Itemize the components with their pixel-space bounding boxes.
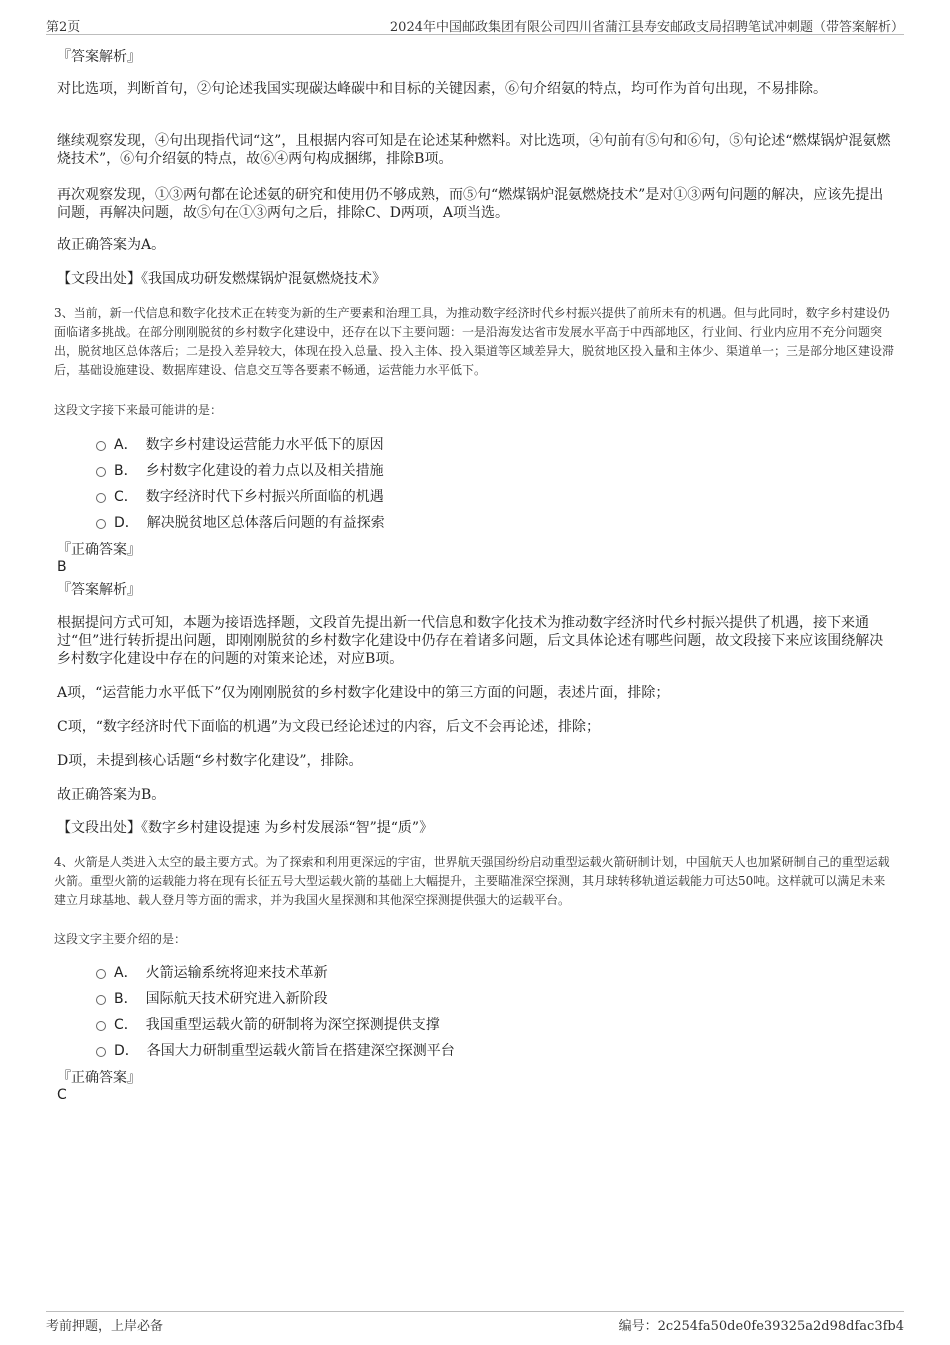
option-letter: B． (114, 463, 138, 479)
analysis-conclusion: 故正确答案为A。 (57, 237, 166, 253)
option-b[interactable] (96, 462, 384, 480)
option-letter: A． (114, 965, 138, 981)
analysis-paragraph: 再次观察发现，①③两句都在论述氨的研究和使用仍不够成熟，而⑤句“燃煤锅炉混氨燃烧技术”是对①③两句问题的解决，应该先提出问题，再解决问题，故⑤句在①③两句之后，排除C、D两项，A项当选。 (57, 187, 884, 221)
question-text: 3、当前，新一代信息和数字化技术正在转变为新的生产要素和治理工具，为推动数字经济时代乡村振兴提供了前所未有的机遇。但与此同时，数字乡村建设仍面临诸多挑战。在部分刚刚脱贫的乡村数字化建设中，还存在以下主要问题：一是沿海发达省市发展水平高于中西部地区，行业间、行业内应用不充分问题突出，脱贫地区总体落后；二是投入差异较大，体现在投入总量、投入主体、投入渠道等区域差异大，脱贫地区投入量和主体少、渠道单一；三是部分地区建设滞后，基础设施建设、数据库建设、信息交互等各要素不畅通，运营能力水平低下。 (54, 306, 895, 377)
radio-icon[interactable] (96, 519, 106, 529)
option-letter: B． (114, 991, 138, 1007)
question-prompt: 这段文字主要介绍的是： (54, 932, 187, 946)
document-id: 编号：2c254fa50de0fe39325a2d98dfac3fb4 (618, 1319, 904, 1334)
option-c[interactable] (96, 488, 384, 506)
analysis-label: 『答案解析』 (57, 49, 141, 65)
option-text: 解决脱贫地区总体落后问题的有益探索 (146, 515, 385, 531)
option-letter: C． (114, 1017, 138, 1033)
radio-icon[interactable] (96, 1021, 106, 1031)
option-text: 我国重型运载火箭的研制将为深空探测提供支撑 (145, 1017, 440, 1033)
option-a[interactable] (96, 436, 384, 454)
page-number: 第2页 (46, 20, 81, 35)
answer-label: 『正确答案』 (57, 1070, 141, 1086)
analysis-paragraph: 根据提问方式可知，本题为接语选择题，文段首先提出新一代信息和数字化技术为推动数字经济时代乡村振兴提供了机遇，接下来通过“但”进行转折提出问题，即刚刚脱贫的乡村数字化建设中仍存在着诸多问题，后文具体论述有哪些问题，故文段接下来应该围绕解决乡村数字化建设中存在的问题的对策来论述，对应B项。 (57, 615, 884, 667)
radio-icon[interactable] (96, 995, 106, 1005)
page-footer (46, 1311, 904, 1336)
analysis-paragraph: 对比选项，判断首句，②句论述我国实现碳达峰碳中和目标的关键因素，⑥句介绍氨的特点，均可作为首句出现，不易排除。 (57, 81, 827, 97)
option-text: 国际航天技术研究进入新阶段 (145, 991, 328, 1007)
document-title: 2024年中国邮政集团有限公司四川省蒲江县寿安邮政支局招聘笔试冲刺题（带答案解析） (389, 20, 904, 35)
analysis-conclusion: 故正确答案为B。 (57, 787, 166, 803)
option-text: 数字经济时代下乡村振兴所面临的机遇 (145, 489, 384, 505)
option-a[interactable] (96, 964, 328, 982)
option-c[interactable] (96, 1016, 440, 1034)
radio-icon[interactable] (96, 441, 106, 451)
analysis-paragraph: 继续观察发现，④句出现指代词“这”，且根据内容可知是在论述某种燃料。对比选项，④句前有⑤句和⑥句，⑤句论述“燃煤锅炉混氨燃烧技术”，⑥句介绍氨的特点，故⑥④两句构成捆绑，排除B项。 (57, 133, 891, 167)
analysis-paragraph: C项，“数字经济时代下面临的机遇”为文段已经论述过的内容，后文不会再论述，排除； (57, 719, 601, 735)
footer-slogan: 考前押题，上岸必备 (46, 1319, 164, 1334)
question-text: 4、火箭是人类进入太空的最主要方式。为了探索和利用更深远的宇宙，世界航天强国纷纷启动重型运载火箭研制计划，中国航天人也加紧研制自己的重型运载火箭。重型火箭的运载能力将在现有长征五号大型运载火箭的基础上大幅提升，主要瞄准深空探测，其月球转移轨道运载能力可达50吨。这样就可以满足未来建立月球基地、载人登月等方面的需求，并为我国火星探测和其他深空探测提供强大的运载平台。 (54, 855, 890, 907)
radio-icon[interactable] (96, 969, 106, 979)
source-note: 【文段出处】《我国成功研发燃煤锅炉混氨燃烧技术》 (57, 271, 386, 287)
option-letter: D． (114, 515, 139, 531)
radio-icon[interactable] (96, 493, 106, 503)
option-text: 数字乡村建设运营能力水平低下的原因 (145, 437, 384, 453)
option-d[interactable] (96, 1042, 455, 1060)
radio-icon[interactable] (96, 467, 106, 477)
analysis-paragraph: D项，未提到核心话题“乡村数字化建设”，排除。 (57, 753, 363, 769)
question-prompt: 这段文字接下来最可能讲的是： (54, 403, 223, 417)
answer-value: C (57, 1087, 67, 1103)
answer-label: 『正确答案』 (57, 542, 141, 558)
option-d[interactable] (96, 514, 385, 532)
radio-icon[interactable] (96, 1047, 106, 1057)
analysis-paragraph: A项，“运营能力水平低下”仅为刚刚脱贫的乡村数字化建设中的第三方面的问题，表述片面，排除； (57, 685, 670, 701)
option-b[interactable] (96, 990, 328, 1008)
option-letter: D． (114, 1043, 139, 1059)
source-note: 【文段出处】《数字乡村建设提速 为乡村发展添“智”提“质”》 (57, 820, 434, 836)
answer-value: B (57, 559, 67, 575)
page-header (46, 14, 904, 35)
option-text: 火箭运输系统将迎来技术革新 (145, 965, 328, 981)
option-letter: C． (114, 489, 138, 505)
analysis-label: 『答案解析』 (57, 582, 141, 598)
option-text: 各国大力研制重型运载火箭旨在搭建深空探测平台 (146, 1043, 455, 1059)
option-text: 乡村数字化建设的着力点以及相关措施 (145, 463, 384, 479)
option-letter: A． (114, 437, 138, 453)
